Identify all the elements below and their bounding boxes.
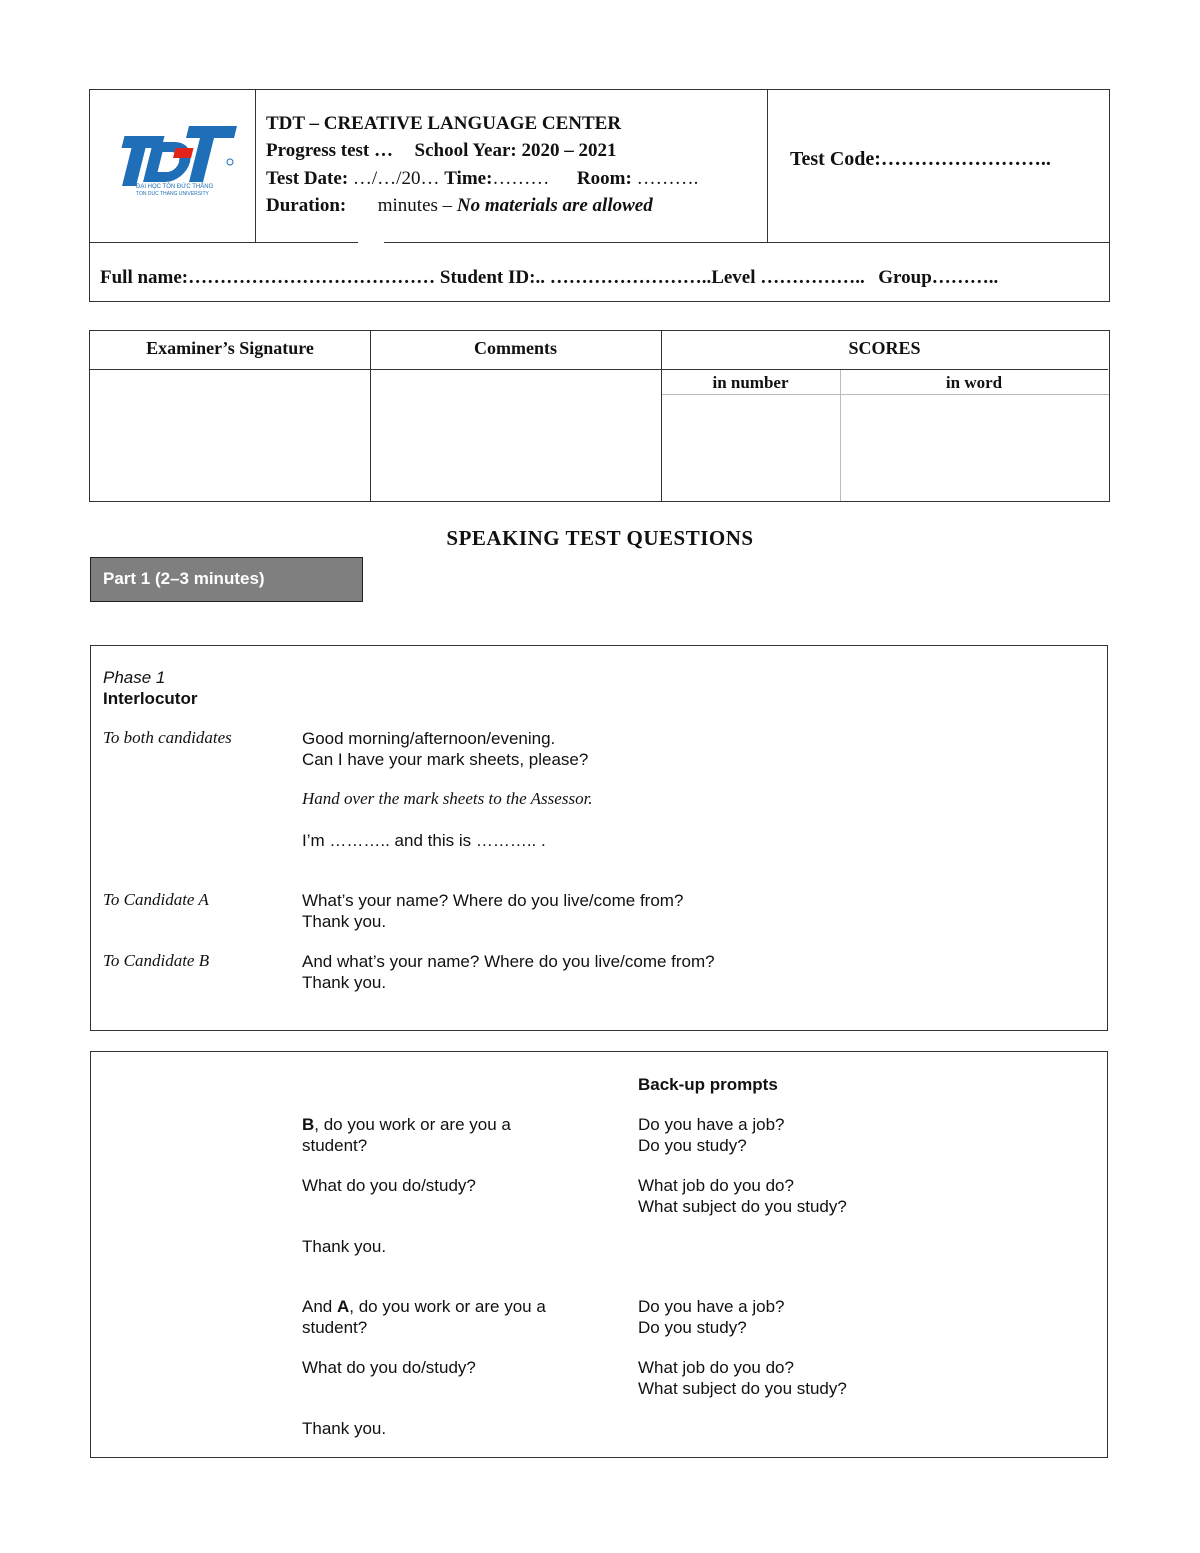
school-year: School Year: 2020 – 2021: [414, 140, 617, 161]
b-prompt-job: Do you have a job?: [638, 1115, 785, 1134]
greeting-text: Good morning/afternoon/evening.: [302, 729, 556, 748]
b-what-question: What do you do/study?: [302, 1176, 476, 1195]
b-prompt-what-subject: What subject do you study?: [638, 1197, 847, 1216]
duration-value: minutes: [377, 195, 438, 216]
test-date-label: Test Date:: [266, 168, 349, 189]
logo-cell: [90, 90, 256, 242]
introduction-text: I’m ……….. and this is ……….. .: [302, 831, 546, 850]
part-1-tab: Part 1 (2–3 minutes): [90, 557, 363, 602]
header-divider: [90, 242, 1109, 243]
duration-label: Duration:: [266, 195, 347, 216]
logo-subtext-2: TON DUC THANG UNIVERSITY: [136, 191, 209, 197]
a-name: A: [336, 1297, 350, 1316]
a-work-question-line2: student?: [302, 1318, 368, 1337]
header-row-divider: [90, 369, 1108, 370]
a-thanks: Thank you.: [302, 1419, 387, 1438]
b-work-question-line2: student?: [302, 1136, 368, 1155]
test-code: Test Code:……………………..: [790, 148, 1051, 170]
info-cell: [256, 90, 768, 242]
subheader-row-divider: [662, 394, 1109, 395]
in-number-header: in number: [712, 373, 789, 392]
b-work-question: B, do you work or are you a: [302, 1115, 511, 1134]
room-label: Room:: [576, 168, 632, 189]
test-date-value: …/…/20…: [348, 168, 445, 189]
no-materials: No materials are allowed: [456, 195, 653, 216]
to-candidate-a-label: To Candidate A: [103, 890, 209, 909]
time-label: Time:: [444, 168, 493, 189]
group-field: Group………..: [878, 267, 999, 288]
student-id-field: Student ID:.. ……………………..: [439, 267, 712, 288]
phase-label: Phase 1: [103, 668, 166, 687]
test-date-line: [266, 168, 698, 190]
room-value: ……….: [631, 168, 699, 189]
a-prompt-job: Do you have a job?: [638, 1297, 785, 1316]
a-what-question: What do you do/study?: [302, 1358, 476, 1377]
candidate-b-question: And what’s your name? Where do you live/come from?: [302, 952, 715, 971]
examiner-signature-header: Examiner’s Signature: [146, 338, 314, 358]
hand-over-instruction: Hand over the mark sheets to the Assessor.: [302, 789, 593, 808]
candidate-a-thanks: Thank you.: [302, 912, 387, 931]
header-divider-gap: [358, 239, 384, 245]
speaking-test-title: SPEAKING TEST QUESTIONS: [446, 526, 754, 550]
a-work-question: And A, do you work or are you a: [302, 1297, 546, 1316]
level-field: Level ……………..: [711, 267, 865, 288]
b-thanks: Thank you.: [302, 1237, 387, 1256]
score-table: [89, 330, 1110, 502]
a-prompt-study: Do you study?: [638, 1318, 747, 1337]
duration-sep: –: [437, 195, 457, 216]
to-both-candidates-label: To both candidates: [103, 728, 232, 747]
a-prompt-what-subject: What subject do you study?: [638, 1379, 847, 1398]
comments-header: Comments: [474, 338, 557, 358]
a-prompt-what-job: What job do you do?: [638, 1358, 794, 1377]
phase-1-box: [90, 645, 1108, 1031]
scores-header: SCORES: [848, 338, 921, 358]
student-info-line: [100, 267, 998, 289]
to-candidate-b-label: To Candidate B: [103, 951, 210, 970]
b-name: B: [302, 1115, 315, 1134]
backup-prompts-heading: Back-up prompts: [638, 1075, 778, 1094]
interlocutor-label: Interlocutor: [103, 689, 198, 708]
header-box: [89, 89, 1110, 302]
in-word-header: in word: [945, 373, 1003, 392]
duration-line: [266, 195, 653, 217]
time-value: ………: [492, 168, 550, 189]
progress-line: [266, 140, 616, 162]
mark-sheets-text: Can I have your mark sheets, please?: [302, 750, 589, 769]
work-study-box: [90, 1051, 1108, 1458]
candidate-b-thanks: Thank you.: [302, 973, 387, 992]
progress-test: Progress test …: [266, 140, 393, 161]
logo-subtext-1: ĐẠI HỌC TÔN ĐỨC THẮNG: [136, 184, 214, 190]
candidate-a-question: What’s your name? Where do you live/come from?: [302, 891, 684, 910]
full-name-field: Full name:…………………………………: [100, 267, 436, 288]
b-prompt-what-job: What job do you do?: [638, 1176, 794, 1195]
b-prompt-study: Do you study?: [638, 1136, 747, 1155]
center-name: TDT – CREATIVE LANGUAGE CENTER: [266, 113, 622, 134]
